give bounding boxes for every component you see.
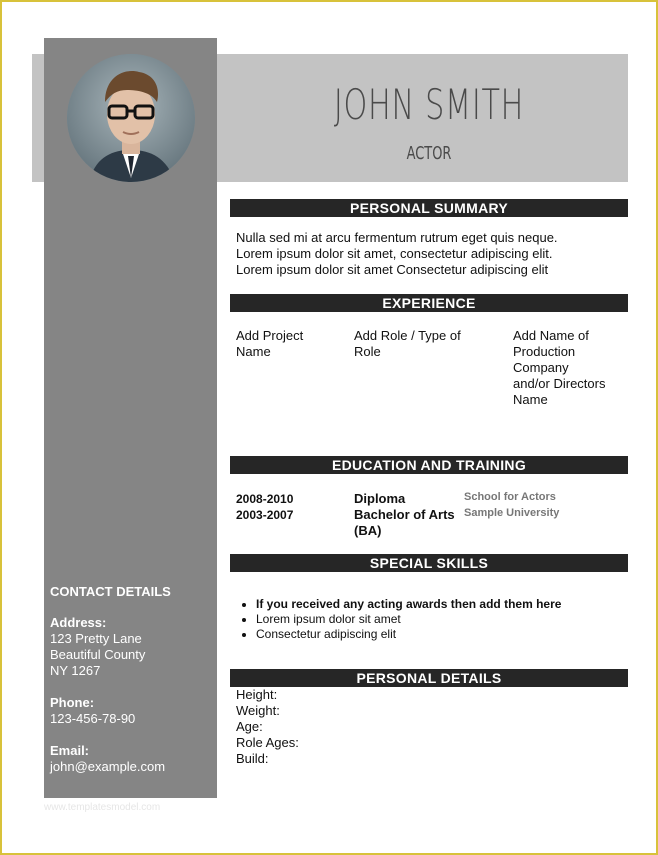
education-degree: Diploma [354,491,406,506]
candidate-name: JOHN SMITH [333,80,525,129]
summary-line: Nulla sed mi at arcu fermentum rutrum eget quis neque. [236,230,558,245]
skill-item: • Consectetur adipiscing elit [256,627,561,642]
candidate-role: ACTOR [406,143,452,164]
experience-text: Name [513,392,548,407]
address-line: NY 1267 [50,663,101,678]
experience-text: Production [513,344,576,359]
personal-details-list [236,687,299,767]
contact-heading: CONTACT DETAILS [50,584,171,599]
experience-text: Add Project [236,328,304,343]
detail-label: Role Ages: [236,735,299,750]
summary-line: Lorem ipsum dolor sit amet Consectetur adipiscing elit [236,262,549,277]
section-header-education: EDUCATION AND TRAINING [230,456,628,474]
contact-email [50,743,165,775]
skills-list [236,597,561,642]
address-line: Beautiful County [50,647,146,662]
email-value: john@example.com [50,759,166,774]
section-header-summary: PERSONAL SUMMARY [230,199,628,217]
skill-item: • Lorem ipsum dolor sit amet [256,612,561,627]
education-year: 2008-2010 [236,492,294,506]
education-years [236,491,293,523]
watermark: www.templatesmodel.com [44,802,161,813]
profile-photo [67,54,195,182]
section-header-skills: SPECIAL SKILLS [230,554,628,572]
experience-project [236,328,303,360]
section-header-experience: EXPERIENCE [230,294,628,312]
experience-production [513,328,605,408]
experience-text: Role [354,344,381,359]
detail-label: Build: [236,751,269,766]
experience-text: Name [236,344,271,359]
education-school: School for Actors [464,491,556,503]
detail-label: Height: [236,687,278,702]
skill-item: • If you received any acting awards then add them here [256,597,561,612]
address-label: Address: [50,615,107,630]
experience-text: and/or Directors [513,376,606,391]
experience-text: Add Name of [513,328,589,343]
phone-label: Phone: [50,695,95,710]
email-label: Email: [50,743,90,758]
summary-line: Lorem ipsum dolor sit amet, consectetur adipiscing elit. [236,246,553,261]
detail-label: Age: [236,719,263,734]
education-degree: (BA) [354,523,382,538]
contact-phone [50,695,135,727]
experience-role [354,328,461,360]
detail-label: Weight: [236,703,280,718]
education-school: Sample University [464,507,560,519]
education-year: 2003-2007 [236,508,294,522]
education-degree: Bachelor of Arts [354,507,455,522]
phone-value: 123-456-78-90 [50,711,136,726]
section-header-details: PERSONAL DETAILS [230,669,628,687]
experience-text: Company [513,360,569,375]
summary-text [236,230,558,278]
contact-address [50,615,145,679]
education-schools [464,489,559,521]
education-degrees [354,491,455,539]
address-line: 123 Pretty Lane [50,631,142,646]
experience-text: Add Role / Type of [354,328,461,343]
